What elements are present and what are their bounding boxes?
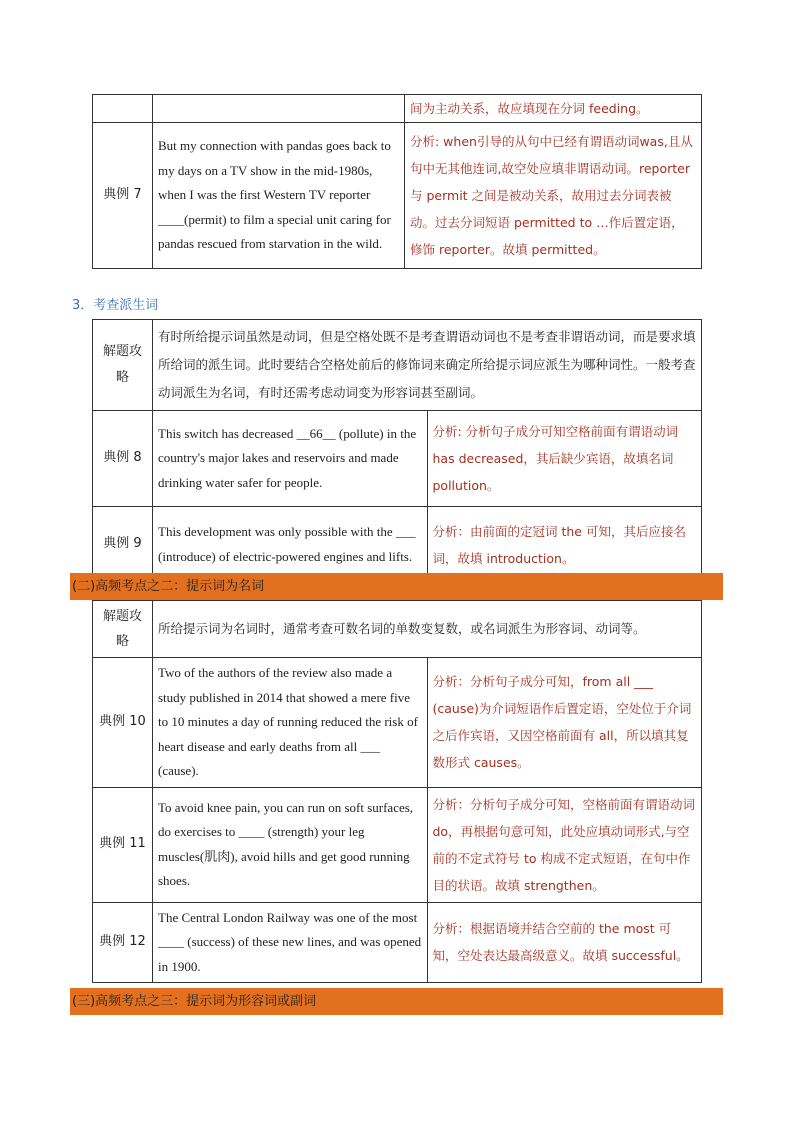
question-text: Two of the authors of the review also made a study published in 2014 that showed a mere five to 10 minutes a day of running reduced the risk of heart disease and early deaths from all ___ (cause). — [153, 658, 428, 788]
analysis-text: 间为主动关系，故应填现在分词 feeding。 — [405, 95, 702, 123]
example-table-1 — [92, 94, 702, 269]
example-label: 典例 10 — [93, 658, 153, 788]
strategy-label: 解题攻略 — [93, 320, 153, 411]
analysis-text: 分析：由前面的定冠词 the 可知，其后应接名词，故填 introduction。 — [427, 507, 702, 583]
table-row — [93, 123, 702, 269]
section-band: (二)高频考点之二：提示词为名词 — [70, 573, 723, 600]
analysis-text: 分析: 分析句子成分可知空格前面有谓语动词has decreased，其后缺少宾语，故填名词 pollution。 — [427, 411, 702, 507]
example-label: 典例 8 — [93, 411, 153, 507]
table-row — [93, 320, 702, 411]
strategy-label: 解题攻略 — [93, 601, 153, 658]
example-label: 典例 7 — [93, 123, 153, 269]
table-row — [93, 95, 702, 123]
question-text: This development was only possible with the ___ (introduce) of electric-powered engines and lifts. — [153, 507, 428, 583]
example-label: 典例 9 — [93, 507, 153, 583]
section-heading: 3．考查派生词 — [72, 298, 159, 313]
strategy-text: 所给提示词为名词时，通常考查可数名词的单数变复数，或名词派生为形容词、动词等。 — [153, 601, 702, 658]
table-row — [93, 787, 702, 902]
section-band: (三)高频考点之三：提示词为形容词或副词 — [70, 988, 723, 1015]
question-text — [153, 95, 405, 123]
example-label: 典例 12 — [93, 902, 153, 983]
analysis-text: 分析：分析句子成分可知，空格前面有谓语动词 do，再根据句意可知，此处应填动词形式,与空前的不定式符号 to 构成不定式短语，在句中作目的状语。故填 strengthen。 — [427, 787, 702, 902]
analysis-text: 分析：分析句子成分可知，from all ___ (cause)为介词短语作后置定语，空处位于介词之后作宾语，又因空格前面有 all，所以填其复数形式 causes。 — [427, 658, 702, 788]
question-text: But my connection with pandas goes back to my days on a TV show in the mid-1980s, when I was the first Western TV reporter ____(permit) to film a special unit caring for pandas rescued from starvation in the wild. — [153, 123, 405, 269]
table-row — [93, 902, 702, 983]
table-row — [93, 507, 702, 583]
example-label — [93, 95, 153, 123]
analysis-text: 分析：根据语境并结合空前的 the most 可知，空处表达最高级意义。故填 successful。 — [427, 902, 702, 983]
question-text: The Central London Railway was one of the most ____ (success) of these new lines, and was opened in 1900. — [153, 902, 428, 983]
strategy-text: 有时所给提示词虽然是动词，但是空格处既不是考查谓语动词也不是考查非谓语动词，而是要求填所给词的派生词。此时要结合空格处前后的修饰词来确定所给提示词应派生为哪种词性。一般考查动词派生为名词，有时还需考虑动词变为形容词甚至副词。 — [153, 320, 702, 411]
question-text: To avoid knee pain, you can run on soft surfaces, do exercises to ____ (strength) your leg muscles(肌肉), avoid hills and get good running shoes. — [153, 787, 428, 902]
table-row — [93, 658, 702, 788]
example-table-3 — [92, 600, 702, 983]
table-row — [93, 601, 702, 658]
example-table-2 — [92, 319, 702, 583]
example-label: 典例 11 — [93, 787, 153, 902]
question-text: This switch has decreased __66__ (pollute) in the country's major lakes and reservoirs and made drinking water safer for people. — [153, 411, 428, 507]
analysis-text: 分析: when引导的从句中已经有谓语动词was,且从句中无其他连词,故空处应填非谓语动词。reporter 与 permit 之间是被动关系，故用过去分词表被动。过去分词短语 permitted to …作后置定语，修饰 reporter。故填 permitted。 — [405, 123, 702, 269]
table-row — [93, 411, 702, 507]
